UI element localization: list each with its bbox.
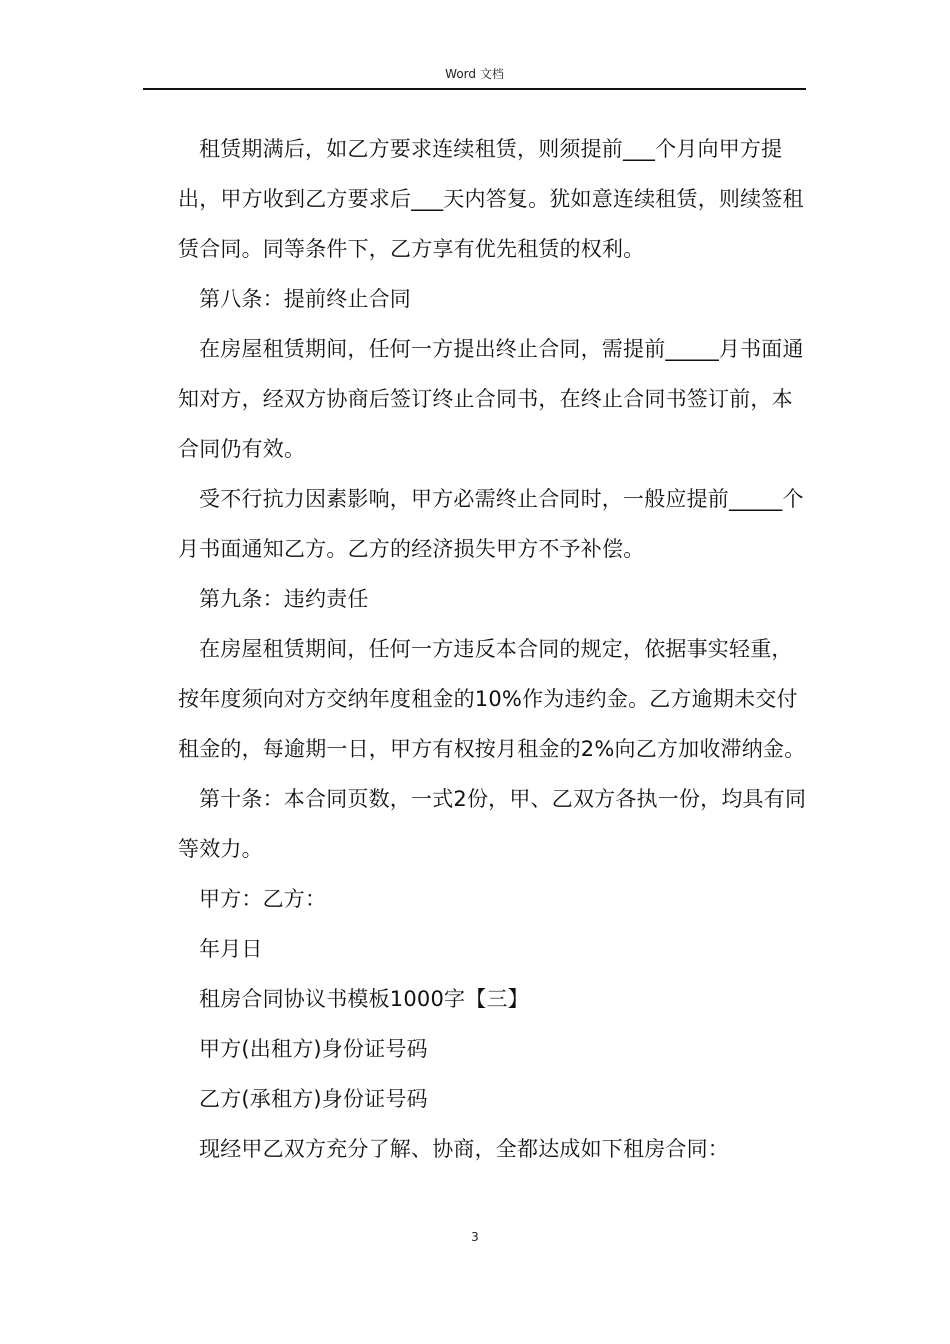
paragraph-article-10: 第十条：本合同页数，一式2份，甲、乙双方各执一份，均具有同等效力。: [178, 787, 807, 861]
paragraph-renewal: 租赁期满后，如乙方要求连续租赁，则须提前___个月向甲方提出，甲方收到乙方要求后___天内答复。犹如意连续租赁，则续签租赁合同。同等条件下，乙方享有优先租赁的权利。: [178, 137, 804, 261]
signature-date: 年月日: [199, 937, 263, 961]
paragraph-early-termination: 在房屋租赁期间，任何一方提出终止合同，需提前_____月书面通知对方，经双方协商后签订终止合同书，在终止合同书签订前，本合同仍有效。: [178, 337, 804, 461]
heading-article-9: 第九条：违约责任: [199, 587, 369, 611]
party-b-id: 乙方(承租方)身份证号码: [199, 1087, 428, 1111]
signature-parties: 甲方：乙方：: [199, 887, 327, 911]
heading-article-8: 第八条：提前终止合同: [199, 287, 411, 311]
page-header: Word 文档: [143, 64, 806, 90]
paragraph-agreement-intro: 现经甲乙双方充分了解、协商，全都达成如下租房合同：: [199, 1137, 729, 1161]
document-body: [178, 124, 808, 1174]
paragraph-force-majeure: 受不行抗力因素影响，甲方必需终止合同时，一般应提前_____个月书面通知乙方。乙方的经济损失甲方不予补偿。: [178, 487, 804, 561]
party-a-id: 甲方(出租方)身份证号码: [199, 1037, 428, 1061]
section-title: 租房合同协议书模板1000字【三】: [199, 987, 529, 1011]
paragraph-breach-liability: 在房屋租赁期间，任何一方违反本合同的规定，依据事实轻重，按年度须向对方交纳年度租金的10%作为违约金。乙方逾期未交付租金的，每逾期一日，甲方有权按月租金的2%向乙方加收滞纳金。: [178, 637, 806, 761]
page-number: 3: [471, 1230, 479, 1244]
